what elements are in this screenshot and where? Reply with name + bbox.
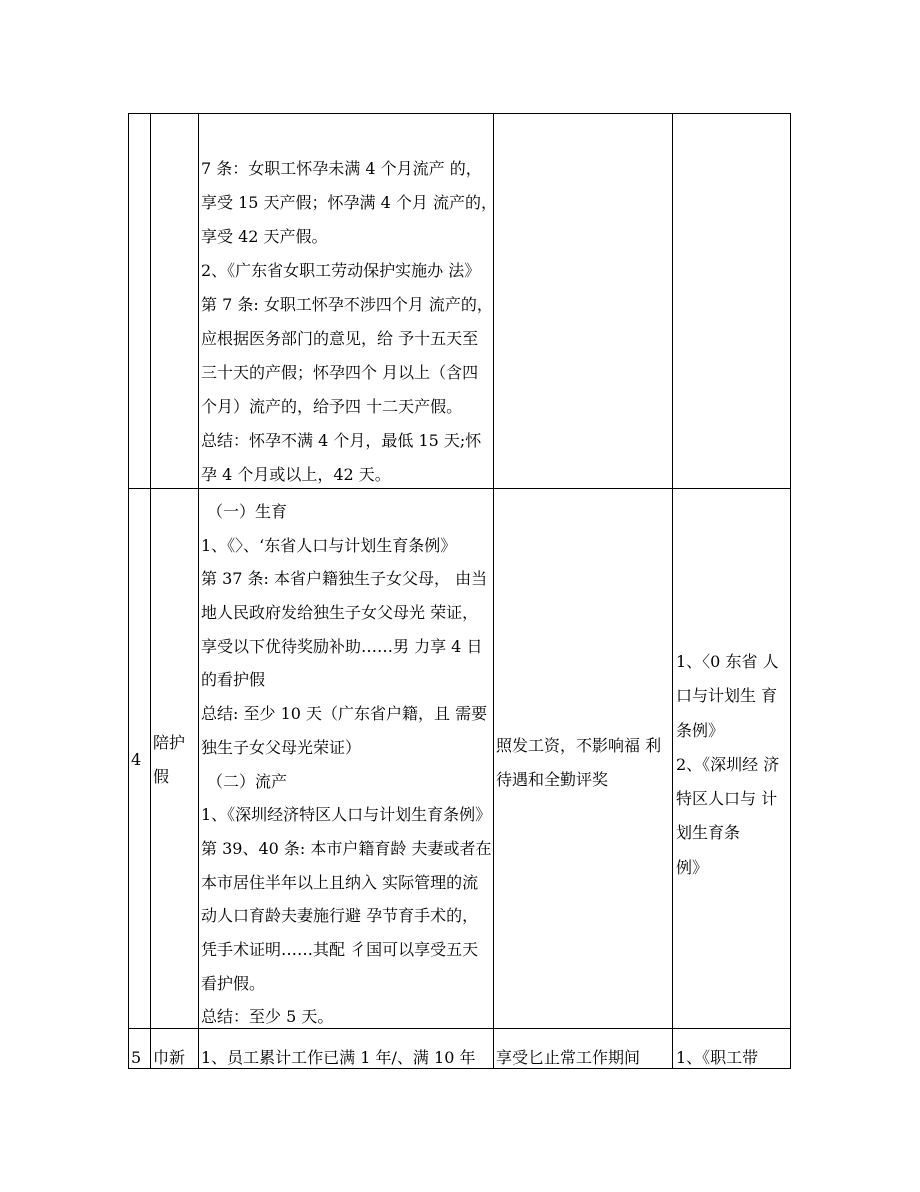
basis-line: 例》 xyxy=(676,857,709,877)
content-line: 2、《广东省女职工劳动保护实施办 法》 xyxy=(201,261,481,280)
content-line: 凭手术证明……其配 彳国可以享受五天 xyxy=(201,939,479,959)
row-3-type-cell xyxy=(150,1028,198,1068)
row-number: 5 xyxy=(131,1048,142,1067)
section-heading-abortion: （二）流产 xyxy=(207,771,288,791)
type-label: 陪护 xyxy=(153,733,186,752)
content-line: 总结：至少 5 天。 xyxy=(201,1007,334,1027)
content-line: 看护假。 xyxy=(201,973,266,993)
row-3-content-lines xyxy=(201,1048,475,1068)
row-1-content-lines xyxy=(201,152,497,492)
content-line: 三十天的产假；怀孕四个 月以上（含四 xyxy=(201,363,479,382)
type-label: 假 xyxy=(153,767,170,786)
section-heading-birth: （一）生育 xyxy=(207,502,288,521)
treatment-line: 待遇和全勤评奖 xyxy=(496,770,609,789)
row-2-basis-cell xyxy=(672,488,790,1028)
row-3-treatment-cell xyxy=(493,1028,672,1068)
row-2-content-lines xyxy=(201,495,491,1034)
content-line: 7 条：女职工怀孕未满 4 个月流产 的， xyxy=(201,159,482,178)
row-3-number-cell xyxy=(128,1028,150,1068)
content-line: 动人口育龄夫妻施行避 孕节育手术的， xyxy=(201,906,479,926)
content-line: 第 37 条: 本省户籍独生子女父母， 由当 xyxy=(201,569,488,589)
row-2-treatment-lines xyxy=(496,729,661,797)
row-1-treatment-cell xyxy=(493,113,672,488)
basis-line: 划生育条 xyxy=(676,823,741,843)
row-3-type-lines xyxy=(153,1048,185,1068)
row-2-type-cell xyxy=(150,488,198,1028)
content-line: 1、《〉、‘东省人口与计划生育条例》 xyxy=(201,535,457,555)
content-line: 总结：怀孕不满 4 个月，最低 15 天;怀 xyxy=(201,431,482,450)
leave-policy-table xyxy=(128,113,791,1069)
row-2-content-cell xyxy=(198,488,493,1028)
content-line: 1、员工累计工作已满 1 年/、满 10 年 xyxy=(201,1048,476,1067)
treatment-line: 照发工资，不影响福 利 xyxy=(496,736,662,755)
basis-line: 2、《深圳经 济 xyxy=(676,754,780,774)
content-line: 孕 4 个月或以上，42 天。 xyxy=(201,465,391,484)
row-2-basis-lines xyxy=(676,645,779,885)
basis-line: 条例》 xyxy=(676,720,725,740)
row-2-number-cell xyxy=(128,488,150,1028)
basis-line: 1、《职工带 xyxy=(676,1048,759,1067)
row-number: 4 xyxy=(131,750,142,769)
content-line: 总结: 至少 10 天（广东省户籍，且 需要 xyxy=(201,704,488,724)
row-1-content-cell xyxy=(198,113,497,488)
content-line: 享受以下优待奖励补助……男 力享 4 日 xyxy=(201,636,483,656)
row-2-type-lines xyxy=(153,726,185,794)
treatment-line: 享受匕止常工作期间 xyxy=(496,1048,641,1067)
content-line: 的看护假 xyxy=(201,670,266,690)
row-3-number xyxy=(131,1048,141,1068)
row-1-type-cell xyxy=(150,113,198,488)
row-3-basis-cell xyxy=(672,1028,790,1068)
type-label: 巾新 xyxy=(153,1048,186,1067)
basis-line: 特区人口与 计 xyxy=(676,789,778,809)
row-2-treatment-cell xyxy=(493,488,672,1028)
content-line: 地人民政府发给独生子女父母光 荣证， xyxy=(201,603,479,623)
content-line: 应根据医务部门的意见，给 予十五天至 xyxy=(201,329,479,348)
content-line: 本市居住半年以上且纳入 实际管理的流 xyxy=(201,872,479,892)
content-line: 第 7 条: 女职工怀孕不涉四个月 流产的， xyxy=(201,295,493,314)
row-3-treatment-lines xyxy=(496,1048,640,1068)
row-3-basis-lines xyxy=(676,1048,758,1068)
content-line: 独生子女父母光荣证） xyxy=(201,737,362,757)
row-2-number xyxy=(131,743,141,777)
content-line: 个月）流产的，给予四 十二天产假。 xyxy=(201,397,463,416)
content-line: 第 39、40 条: 本市户籍育龄 夫妻或者在 xyxy=(201,838,492,858)
row-1-number-cell xyxy=(128,113,150,488)
content-line: 1、《深圳经济特区人口与计划生育条例》 xyxy=(201,805,492,825)
basis-line: 口与计划生 育 xyxy=(676,686,778,706)
basis-line: 1、〈0 东省 人 xyxy=(676,652,779,671)
content-line: 享受 42 天产假。 xyxy=(201,227,328,246)
row-1-basis-cell xyxy=(672,113,790,488)
content-line: 享受 15 天产假；怀孕满 4 个月 流产的， xyxy=(201,193,497,212)
row-3-content-cell xyxy=(198,1028,493,1068)
